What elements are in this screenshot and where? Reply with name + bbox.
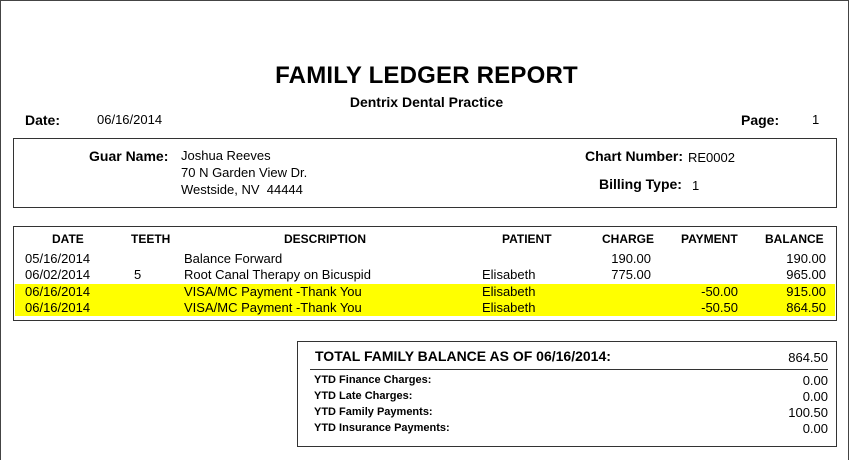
- row-payment: -50.50: [701, 300, 738, 315]
- ytd-late-charges: 0.00: [802, 389, 828, 404]
- ytd-late-charges-label: YTD Late Charges:: [314, 390, 413, 402]
- row-date: 06/16/2014: [25, 300, 91, 315]
- col-header-payment: PAYMENT: [681, 232, 738, 246]
- totals-divider: [310, 369, 828, 370]
- row-balance: 864.50: [786, 300, 826, 315]
- guarantor-box: [13, 138, 837, 208]
- ytd-family-payments-label: YTD Family Payments:: [314, 406, 433, 418]
- ledger-row: [15, 267, 835, 283]
- ytd-finance-charges-label: YTD Finance Charges:: [314, 374, 432, 386]
- ledger-table: [13, 226, 837, 321]
- row-patient: Elisabeth: [482, 284, 536, 299]
- ledger-row-highlighted: [15, 300, 835, 316]
- guar-name: Joshua Reeves: [181, 148, 271, 163]
- ledger-row: [15, 251, 835, 267]
- row-charge: 190.00: [611, 251, 651, 266]
- row-description: VISA/MC Payment -Thank You: [184, 300, 362, 315]
- col-header-patient: PATIENT: [502, 232, 552, 246]
- guar-name-label: Guar Name:: [89, 148, 169, 164]
- page-label: Page:: [741, 112, 780, 128]
- row-patient: Elisabeth: [482, 300, 536, 315]
- page-number: 1: [812, 112, 820, 127]
- ytd-finance-charges: 0.00: [802, 373, 828, 388]
- row-date: 05/16/2014: [25, 251, 91, 266]
- date-label: Date:: [25, 112, 61, 128]
- row-date: 06/16/2014: [25, 284, 91, 299]
- billing-type: 1: [692, 178, 700, 193]
- chart-number-label: Chart Number:: [585, 148, 684, 164]
- col-header-date: DATE: [52, 232, 84, 246]
- ytd-insurance-payments: 0.00: [802, 421, 828, 436]
- report-date: 06/16/2014: [97, 112, 163, 127]
- row-description: Balance Forward: [184, 251, 283, 266]
- col-header-description: DESCRIPTION: [284, 232, 367, 246]
- row-payment: -50.00: [701, 284, 738, 299]
- guar-address-line2: Westside, NV 44444: [181, 182, 303, 197]
- billing-type-label: Billing Type:: [599, 176, 682, 192]
- row-balance: 190.00: [786, 251, 826, 266]
- report-title: FAMILY LEDGER REPORT: [275, 62, 578, 89]
- row-date: 06/02/2014: [25, 267, 91, 282]
- row-patient: Elisabeth: [482, 267, 536, 282]
- col-header-teeth: TEETH: [131, 232, 171, 246]
- row-teeth: 5: [134, 267, 142, 282]
- row-balance: 965.00: [786, 267, 826, 282]
- totals-box: [297, 341, 837, 447]
- chart-number: RE0002: [688, 150, 735, 165]
- col-header-balance: BALANCE: [765, 232, 824, 246]
- total-family-balance-label: TOTAL FAMILY BALANCE AS OF 06/16/2014:: [315, 348, 611, 364]
- row-balance: 915.00: [786, 284, 826, 299]
- row-description: VISA/MC Payment -Thank You: [184, 284, 362, 299]
- guar-address-line1: 70 N Garden View Dr.: [181, 165, 308, 180]
- ledger-row-highlighted: [15, 284, 835, 300]
- total-family-balance: 864.50: [788, 350, 828, 365]
- row-charge: 775.00: [611, 267, 651, 282]
- ytd-insurance-payments-label: YTD Insurance Payments:: [314, 422, 450, 434]
- practice-name: Dentrix Dental Practice: [349, 94, 504, 110]
- col-header-charge: CHARGE: [602, 232, 655, 246]
- row-description: Root Canal Therapy on Bicuspid: [184, 267, 371, 282]
- ytd-family-payments: 100.50: [788, 405, 828, 420]
